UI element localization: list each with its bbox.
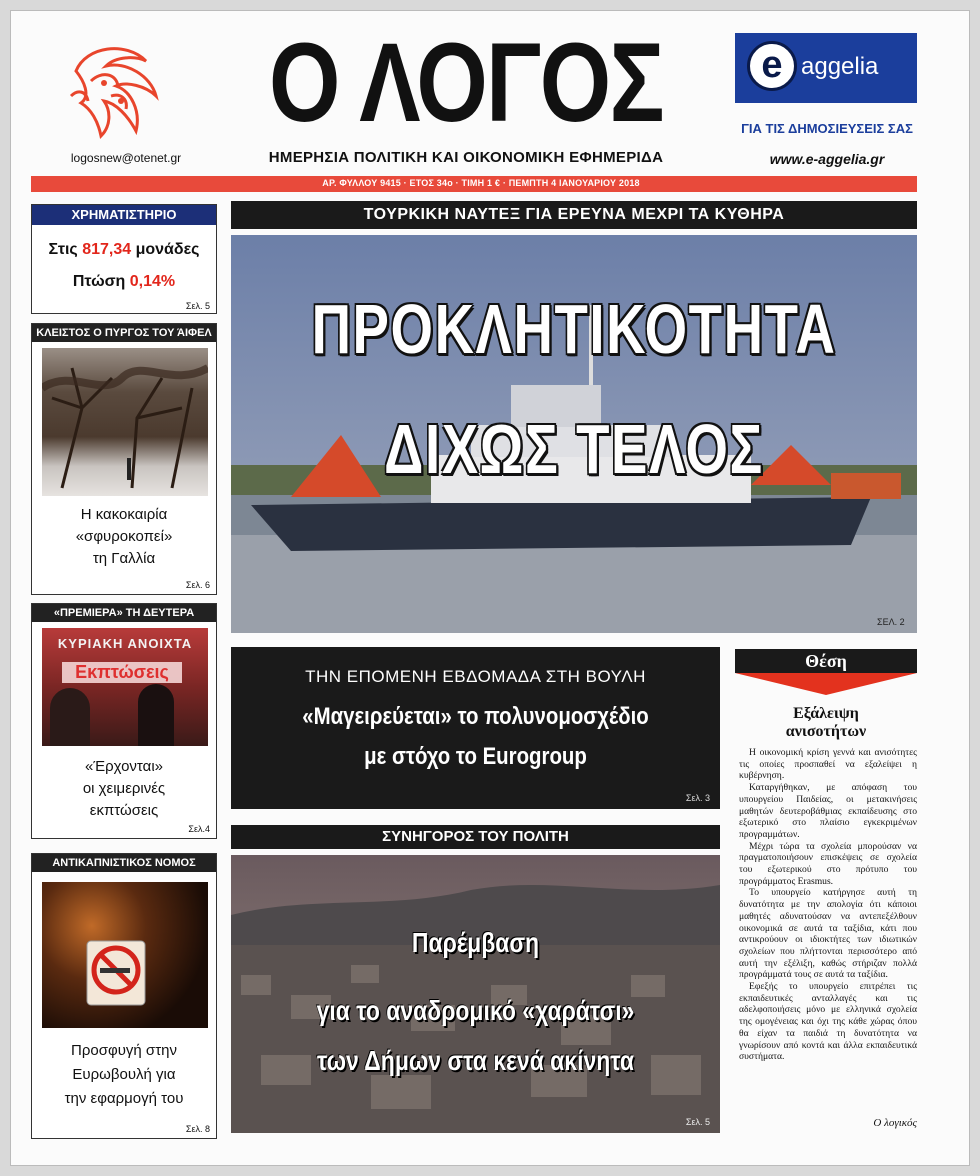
stock-change-line: Πτώση 0,14% [72,273,176,290]
page-ref: Σελ.4 [188,824,210,834]
smoking-caption-2: Ευρωβουλή για [72,1066,176,1083]
eaggelia-word: aggelia [801,53,879,80]
sales-story-box[interactable] [31,603,217,839]
city-photo[interactable] [231,855,720,1133]
column-paragraph: Εφεξής το υπουργείο επιτρέπει τις εκπαιδευτικές ανταλλαγές και τις αδελφοποιήσεις μόνο με ελληνικά σχολεία της ομογένειας και όχι της κάθε χώρας όπου θα είχαν τα παιδιά τη δυνατότητα να γνωρίσουν από κοντά και άλλα εκπαιδευτικά συστήματα. [739,981,917,1063]
page-ref: Σελ. 8 [185,1124,210,1134]
contact-email[interactable]: logosnew@otenet.gr [70,151,182,165]
parliament-kicker: ΤΗΝ ΕΠΟΜΕΝΗ ΕΒΔΟΜΑΔΑ ΣΤΗ ΒΟΥΛΗ [305,667,646,686]
newspaper-front-page [10,10,970,1166]
smoking-photo [42,882,208,1028]
sales-shop-photo [42,628,208,746]
column-signature: Ο λογικός [873,1117,917,1129]
eaggelia-ad-logo[interactable] [735,33,917,103]
eiffel-caption-1: Η κακοκαιρία [80,506,168,523]
parliament-headline-1: «Μαγειρεύεται» το πολυνομοσχέδιο [302,703,649,730]
column-paragraph: Καταργήθηκαν, με απόφαση του υπουργείου Παιδείας, οι μετακινήσεις μαθητών δευτεροβάθμιας εκπαίδευσης στο εξωτερικό στο πλαίσιο εγκεκριμένων προγραμμάτων. [739,782,917,840]
stock-header: ΧΡΗΜΑΤΙΣΤΗΡΙΟ [32,205,216,225]
eiffel-caption-2: «σφυροκοπεί» [75,528,173,545]
top-story-kicker: ΤΟΥΡΚΙΚΗ ΝΑΥΤΕΞ ΓΙΑ ΕΡΕΥΝΑ ΜΕΧΡΙ ΤΑ ΚΥΘΗΡΑ [231,201,917,229]
ombudsman-headline-1: Παρέμβαση [411,927,540,958]
stock-box[interactable] [31,204,217,314]
masthead-title: Ο ΛΟΓΟΣ [268,20,664,145]
photo-page-ref: ΣΕΛ. 2 [877,617,905,627]
issue-line: ΑΡ. ΦΥΛΛΟΥ 9415 · ΕΤΟΣ 34ο · ΤΙΜΗ 1 € · ΠΕΜΠΤΗ 4 ΙΑΝΟΥΑΡΙΟΥ 2018 [322,178,640,188]
smoking-story-box[interactable] [31,853,217,1139]
smoking-caption-3: την εφαρμογή του [64,1090,184,1107]
eiffel-caption-3: τη Γαλλία [92,550,156,567]
no-smoking-icon [86,940,146,1006]
page-ref: Σελ. 5 [185,301,210,311]
page-ref: Σελ. 3 [685,793,710,803]
parliament-headline-2: με στόχο το Eurogroup [364,743,587,770]
sale-sign-text: Εκπτώσεις [62,662,182,683]
smoking-header: ΑΝΤΙΚΑΠΝΙΣΤΙΚΟΣ ΝΟΜΟΣ [32,854,216,872]
faces-logo-icon [56,41,176,141]
page-ref: Σελ. 6 [185,580,210,590]
main-headline-line-1: ΠΡΟΚΛΗΤΙΚΟΤΗΤΑ [311,290,837,368]
eaggelia-url[interactable]: www.e-aggelia.gr [769,151,885,167]
sales-caption-2: οι χειμερινές [82,780,166,797]
masthead-subtitle: ΗΜΕΡΗΣΙΑ ΠΟΛΙΤΙΚΗ ΚΑΙ ΟΙΚΟΝΟΜΙΚΗ ΕΦΗΜΕΡΙΔΑ [268,149,664,166]
ombudsman-headline-2: για το αναδρομικό «χαράτσι» [316,995,635,1026]
storm-photo [42,348,208,496]
sales-header: «ΠΡΕΜΙΕΡΑ» ΤΗ ΔΕΥΤΕΡΑ [32,604,216,622]
smoking-caption-1: Προσφυγή στην [71,1042,177,1059]
column-paragraph: Το υπουργείο κατήργησε αυτή τη δυνατότητα με την απολογία ότι κάποιοι μαθητές αδυνατούσαν να αντεπεξέλθουν οικονομικά σε αυτά τα ταξίδια, κάτι που αντικρούουν οι ιδιοκτήτες των ιδιωτικών σχολείων που πλήττονται περισσότερο από αυτή την εξέλιξη, καθώς στήριζαν πολλά προγράμματά τους σε αυτά τα ταξίδια. [739,887,917,981]
column-body [739,747,917,1063]
column-label-arrow [735,673,917,695]
column-title: Εξάλειψη ανισοτήτων [785,705,867,740]
eiffel-story-box[interactable] [31,323,217,595]
eaggelia-note: ΓΙΑ ΤΙΣ ΔΗΜΟΣΙΕΥΣΕΙΣ ΣΑΣ [741,121,913,136]
page-ref: Σελ. 5 [685,1117,710,1127]
shop-sign-text: ΚΥΡΙΑΚΗ ΑΝΟΙΧΤΑ [57,636,193,651]
parliament-story-box[interactable] [231,647,720,809]
stock-index-line: Στις 817,34 μονάδες [48,241,200,258]
column-paragraph: Μέχρι τώρα τα σχολεία μπορούσαν να πραγματοποιήσουν επισκέψεις σε σχολεία του εξωτερικού στο πρότυπο του προγράμματος Erasmus. [739,840,917,887]
sales-caption-3: εκπτώσεις [89,802,159,819]
main-headline-line-2: ΔΙΧΩΣ ΤΕΛΟΣ [384,410,764,488]
column-label: Θέση [735,649,917,673]
column-paragraph: Η οικονομική κρίση γεννά και ανισότητες τις οποίες προσπαθεί να εξαλείψει η κυβέρνηση. [739,747,917,782]
ombudsman-kicker: ΣΥΝΗΓΟΡΟΣ ΤΟΥ ΠΟΛΙΤΗ [231,825,720,849]
sales-caption-1: «Έρχονται» [84,758,163,775]
ombudsman-headline-3: των Δήμων στα κενά ακίνητα [316,1045,635,1076]
eiffel-header: ΚΛΕΙΣΤΟΣ Ο ΠΥΡΓΟΣ ΤΟΥ ΆΙΦΕΛ [32,324,216,342]
eaggelia-e-letter: e [747,41,797,91]
